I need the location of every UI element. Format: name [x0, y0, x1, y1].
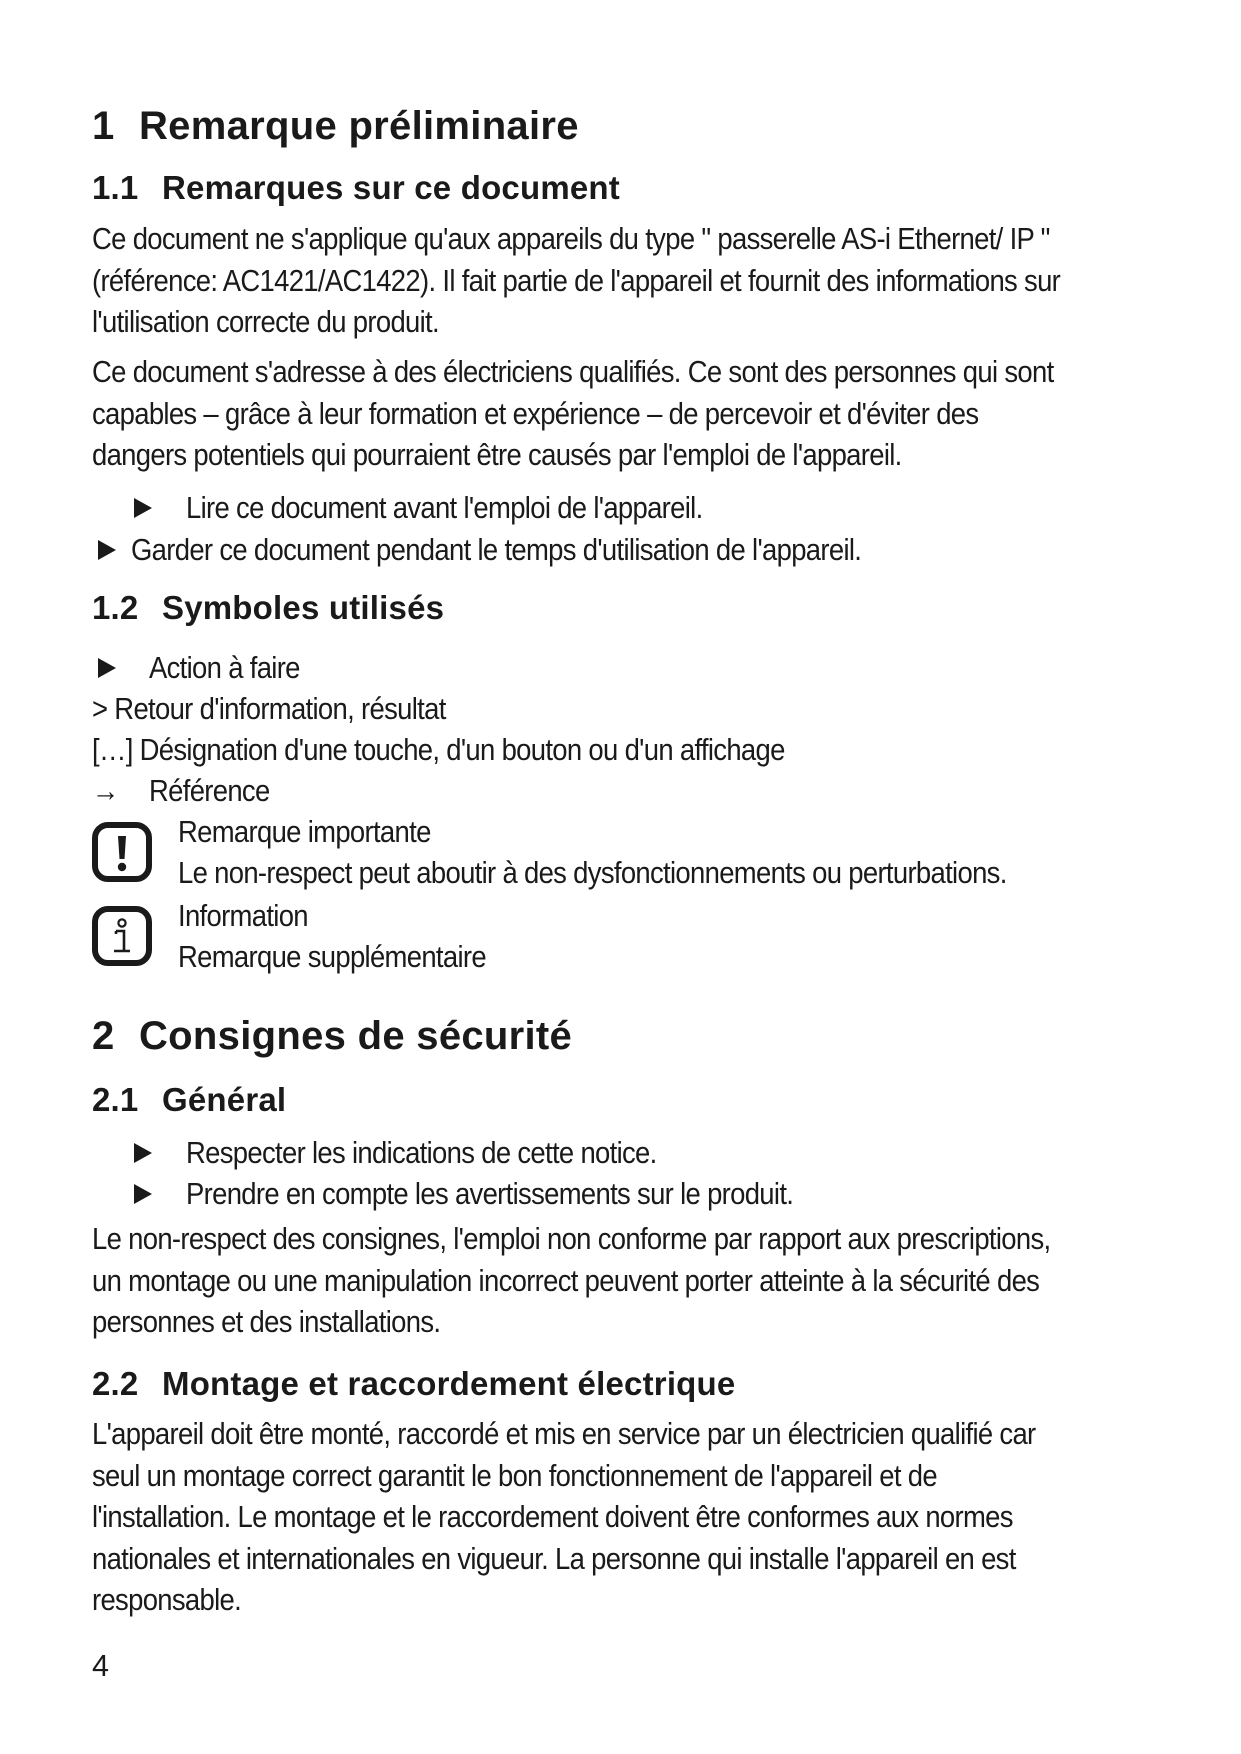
subsection-number: 1.1 — [92, 169, 139, 206]
symbol-designation-label: […] Désignation d'une touche, d'un bouton ou d'un affichage — [92, 733, 785, 767]
bullet-item-respect: Respecter les indications de cette notice. — [186, 1136, 657, 1170]
section-title: Remarque préliminaire — [139, 104, 579, 148]
section-2-heading — [92, 1012, 572, 1060]
important-exclamation-icon — [92, 822, 152, 882]
symbol-action-label: Action à faire — [149, 651, 300, 685]
bullet-triangle-icon — [134, 1143, 152, 1163]
paragraph-installation: L'appareil doit être monté, raccordé et mis en service par un électricien qualifié car seul un montage correct garantit le bon fonctionnement de l'appareil et de l'installation. Le montage et le raccordement doivent être conformes aux normes nationales et internationales en vigueur. La personne qui installe l'appareil en est responsable. — [92, 1417, 1036, 1617]
bullet-triangle-icon — [134, 498, 152, 518]
bullet-item-keep: Garder ce document pendant le temps d'utilisation de l'appareil. — [131, 533, 862, 567]
section-title: Consignes de sécurité — [139, 1014, 573, 1058]
subsection-1-1-heading — [92, 168, 620, 208]
bullet-item-warnings: Prendre en compte les avertissements sur le produit. — [186, 1177, 794, 1211]
info-title: Information — [178, 899, 308, 933]
reference-arrow-icon: → — [92, 774, 119, 808]
symbol-feedback-label: > Retour d'information, résultat — [92, 692, 446, 726]
subsection-title: Remarques sur ce document — [162, 169, 620, 206]
important-title: Remarque importante — [178, 815, 431, 849]
subsection-2-2-heading — [92, 1364, 735, 1404]
symbol-reference-label: Référence — [149, 774, 270, 808]
information-icon — [92, 906, 152, 966]
section-number: 2 — [92, 1014, 115, 1058]
subsection-number: 1.2 — [92, 589, 139, 626]
paragraph-document-scope: Ce document ne s'applique qu'aux appareils du type " passerelle AS-i Ethernet/ IP " (référence: AC1421/AC1422). Il fait partie de l'appareil et fournit des informations sur l'utilisation correcte du produit. — [92, 222, 1061, 339]
page-number: 4 — [92, 1649, 109, 1683]
paragraph-target-audience: Ce document s'adresse à des électriciens qualifiés. Ce sont des personnes qui sont capables – grâce à leur formation et expérience – de percevoir et d'éviter des dangers potentiels qui pourraient être causés par l'emploi de l'appareil. — [92, 355, 1054, 472]
bullet-item-read: Lire ce document avant l'emploi de l'appareil. — [186, 491, 703, 525]
subsection-2-1-heading — [92, 1080, 286, 1120]
subsection-number: 2.1 — [92, 1081, 139, 1118]
bullet-triangle-icon — [98, 540, 116, 560]
info-text: Remarque supplémentaire — [178, 940, 486, 974]
subsection-1-2-heading — [92, 588, 444, 628]
subsection-title: Symboles utilisés — [162, 589, 445, 626]
action-triangle-icon — [98, 658, 116, 678]
bullet-triangle-icon — [134, 1184, 152, 1204]
section-1-heading — [92, 102, 579, 150]
paragraph-non-compliance: Le non-respect des consignes, l'emploi non conforme par rapport aux prescriptions, un montage ou une manipulation incorrect peuvent porter atteinte à la sécurité des personnes et des installations. — [92, 1222, 1051, 1339]
subsection-title: Général — [162, 1081, 287, 1118]
subsection-number: 2.2 — [92, 1365, 139, 1402]
subsection-title: Montage et raccordement électrique — [162, 1365, 736, 1402]
important-text: Le non-respect peut aboutir à des dysfonctionnements ou perturbations. — [178, 856, 1007, 890]
section-number: 1 — [92, 104, 115, 148]
